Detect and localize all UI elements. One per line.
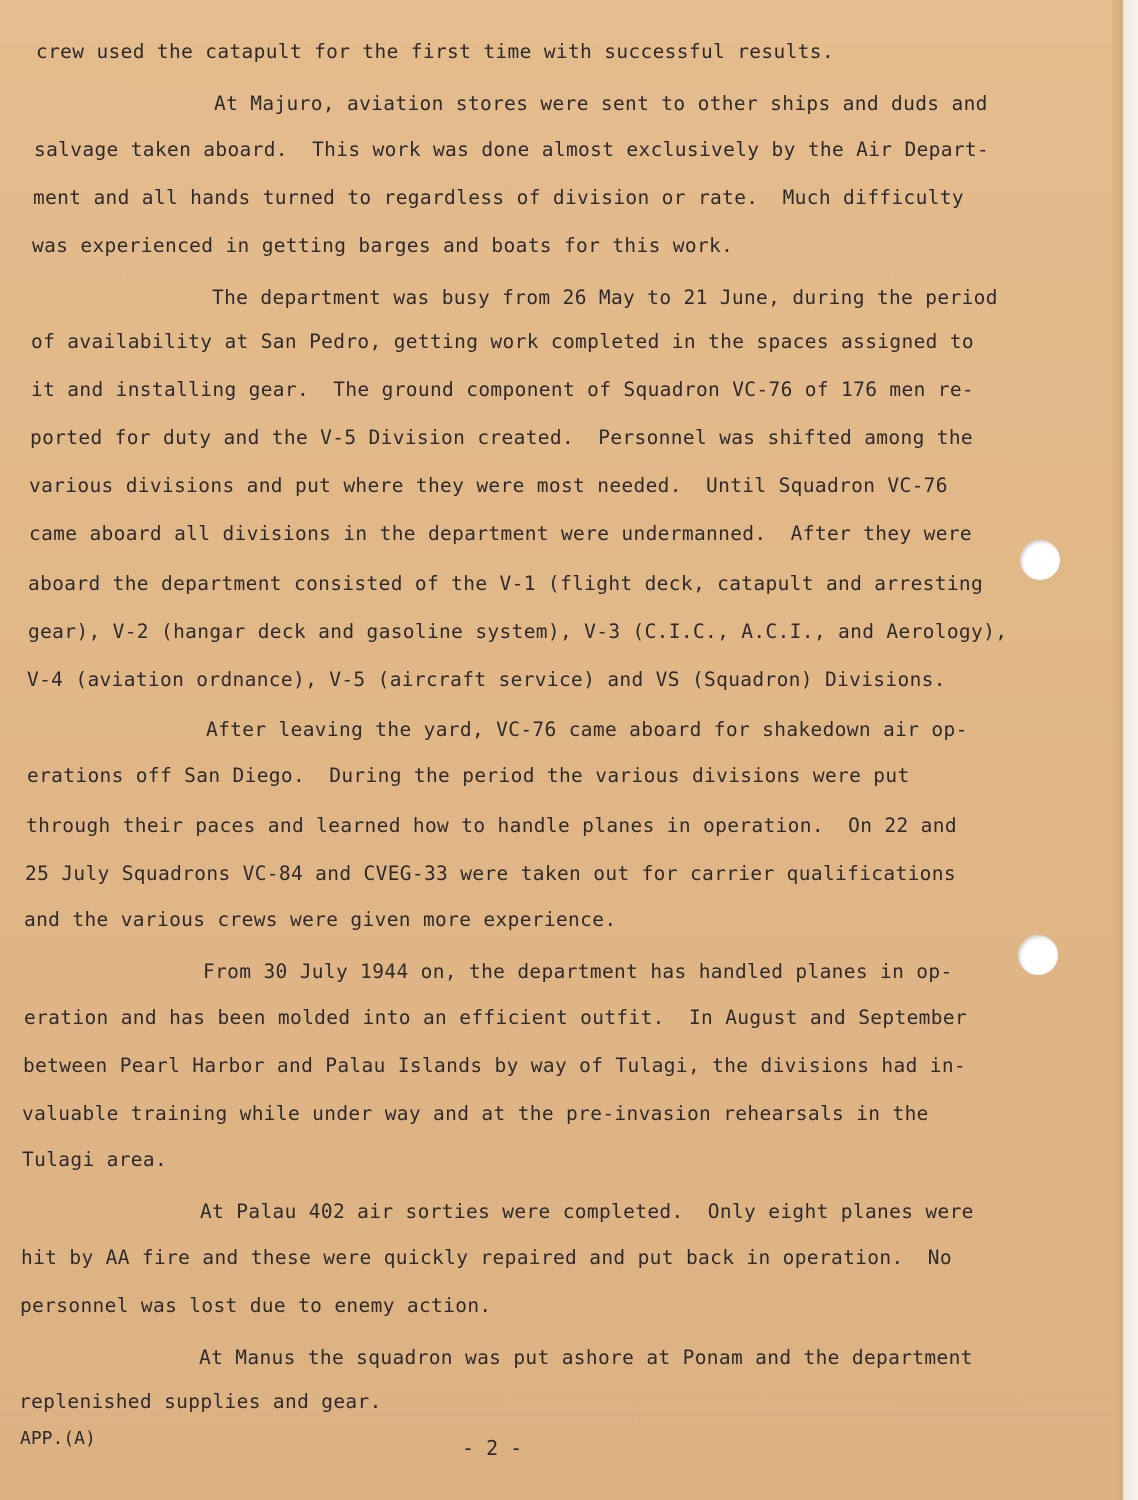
text-line: 25 July Squadrons VC-84 and CVEG-33 were taken out for carrier qualifications <box>25 862 956 885</box>
page-edge <box>1112 0 1138 1500</box>
text-line: Tulagi area. <box>22 1148 168 1171</box>
text-line: was experienced in getting barges and boats for this work. <box>32 234 734 257</box>
page-number: - 2 - <box>462 1436 523 1460</box>
text-line: At Palau 402 air sorties were completed. Only eight planes were <box>200 1200 974 1223</box>
text-line: personnel was lost due to enemy action. <box>20 1294 492 1317</box>
text-line: salvage taken aboard. This work was done almost exclusively by the Air Depart- <box>34 138 990 161</box>
text-line: ported for duty and the V-5 Division created. Personnel was shifted among the <box>30 426 974 449</box>
text-line: aboard the department consisted of the V-1 (flight deck, catapult and arresting <box>28 572 984 595</box>
text-line: From 30 July 1944 on, the department has handled planes in op- <box>203 960 953 983</box>
text-line: V-4 (aviation ordnance), V-5 (aircraft service) and VS (Squadron) Divisions. <box>27 668 946 691</box>
text-line: ment and all hands turned to regardless of division or rate. Much difficulty <box>33 186 964 209</box>
text-line: eration and has been molded into an efficient outfit. In August and September <box>24 1006 968 1029</box>
punch-hole <box>1018 935 1058 975</box>
text-line: hit by AA fire and these were quickly repaired and put back in operation. No <box>21 1246 952 1269</box>
text-line: erations off San Diego. During the period the various divisions were put <box>27 764 910 787</box>
text-line: After leaving the yard, VC-76 came aboard for shakedown air op- <box>206 718 968 741</box>
text-line: crew used the catapult for the first time with successful results. <box>36 40 834 63</box>
text-line: The department was busy from 26 May to 21 June, during the period <box>212 286 998 309</box>
text-line: gear), V-2 (hangar deck and gasoline system), V-3 (C.I.C., A.C.I., and Aerology), <box>28 620 1008 643</box>
text-line: through their paces and learned how to handle planes in operation. On 22 and <box>26 814 957 837</box>
appendix-label: APP.(A) <box>20 1428 96 1449</box>
text-line: between Pearl Harbor and Palau Islands by way of Tulagi, the divisions had in- <box>23 1054 967 1077</box>
text-line: replenished supplies and gear. <box>19 1390 382 1413</box>
text-line: At Manus the squadron was put ashore at Ponam and the department <box>199 1346 973 1369</box>
text-line: it and installing gear. The ground component of Squadron VC-76 of 176 men re- <box>31 378 975 401</box>
text-line: and the various crews were given more experience. <box>24 908 617 931</box>
text-line: came aboard all divisions in the department were undermanned. After they were <box>29 522 973 545</box>
punch-hole <box>1020 540 1060 580</box>
text-line: valuable training while under way and at the pre-invasion rehearsals in the <box>22 1102 929 1125</box>
text-line: of availability at San Pedro, getting work completed in the spaces assigned to <box>31 330 975 353</box>
text-line: various divisions and put where they were most needed. Until Squadron VC-76 <box>29 474 948 497</box>
text-line: At Majuro, aviation stores were sent to other ships and duds and <box>214 92 988 115</box>
